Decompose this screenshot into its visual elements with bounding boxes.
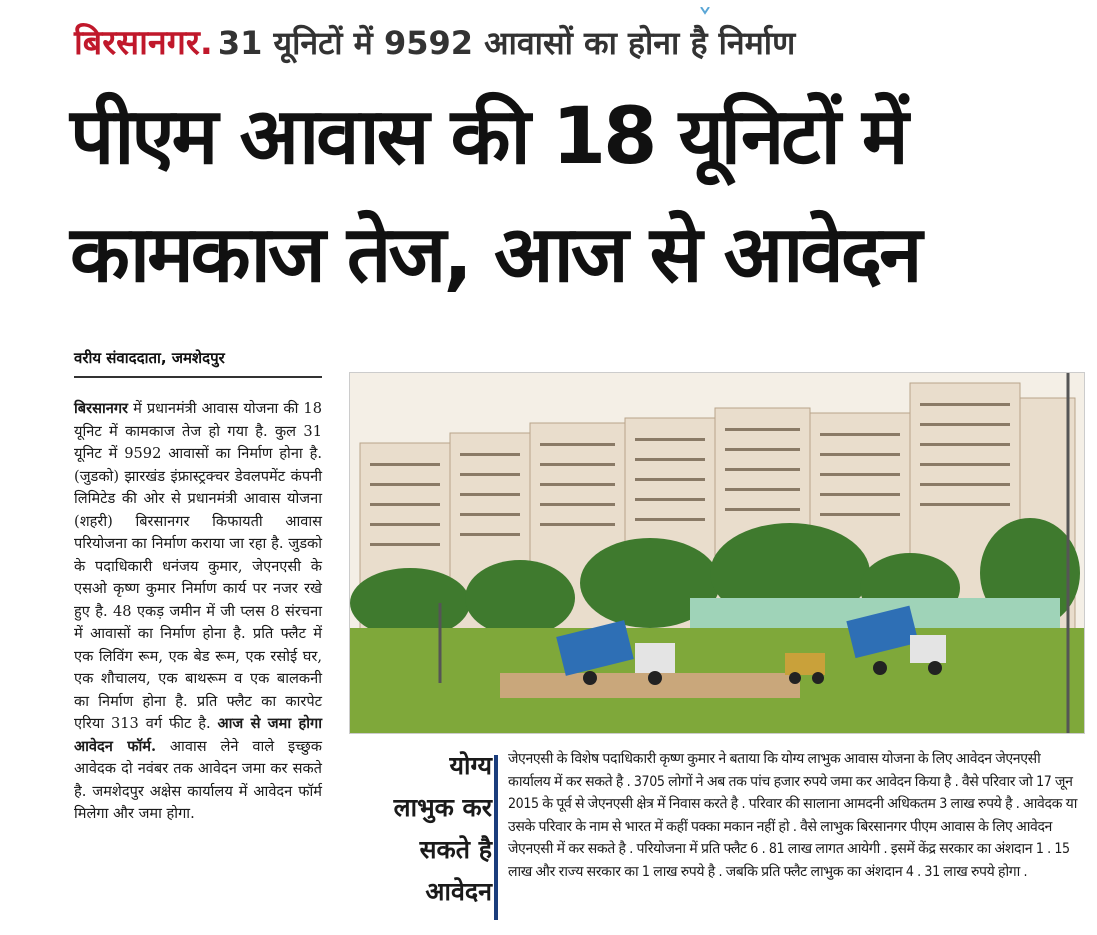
callout-line-3: सकते है: [419, 835, 492, 864]
construction-site-photo: [349, 372, 1085, 734]
info-caption: जेएनएसी के विशेष पदाधिकारी कृष्ण कुमार ने बताया कि योग्य लाभुक आवास योजना के लिए आवेदन जेएनएसी कार्यालय में कर सकते है . 3705 लोगों ने अब तक पांच हजार रुपये जमा कर आवेदन किया है . वैसे परिवार जो 17 जून 2015 के पूर्व से जेएनएसी क्षेत्र में निवास करते है . परिवार की सालाना आमदनी अधिकतम 3 लाख रुपये है . आवेदक या उसके परिवार के नाम से भारत में कहीं पक्का मकान नहीं हो . वैसे लाभुक बिरसानगर पीएम आवास के लिए आवेदन जेएनएसी में कर सकते है . परियोजना में प्रति फ्लैट 6 . 81 लाख लागत आयेगी . इसमें केंद्र सरकार का अंशदान 1 . 15 लाख और राज्य सरकार का 1 लाख रुपये है . जबकि प्रति फ्लैट लाभुक का अंशदान 4 . 31 लाख रुपये होगा .: [508, 751, 1078, 880]
callout-line-1: योग्य: [449, 751, 492, 780]
callout-line-2: लाभुक कर: [393, 793, 492, 822]
body-bold-note: आज से जमा होगा आवेदन फॉर्म.: [74, 715, 323, 755]
kicker: बिरसानगर.: [74, 23, 213, 63]
byline-divider: [74, 376, 322, 378]
callout-box: [340, 745, 492, 925]
photo-illustration: [350, 373, 1085, 734]
subhead: 31 यूनिटों में 9592 आवासों का होना है निर्माण: [217, 24, 796, 62]
byline: वरीय संवाददाता, जमशेदपुर: [74, 349, 225, 367]
callout-accent-rule: [494, 755, 498, 920]
body-tail: आवास लेने वाले इच्छुक आवेदक दो नवंबर तक आवेदन जमा कर सकते है. जमशेदपुर अक्षेस कार्यालय में आवेदन फॉर्म मिलेगा और जमा होगा.: [74, 737, 322, 822]
clipping-edge-mark: [700, 0, 710, 8]
headline-line-1: पीएम आवास की 18 यूनिटों में: [70, 92, 906, 182]
callout-line-4: आवेदन: [425, 877, 492, 906]
kicker-row: [74, 18, 1074, 74]
headline: [70, 78, 1090, 314]
body-lead: बिरसानगर: [74, 400, 129, 417]
article-body: [74, 398, 322, 826]
headline-line-2: कामकाज तेज, आज से आवेदन: [70, 210, 920, 300]
body-text: में प्रधानमंत्री आवास योजना की 18 यूनिट में कामकाज तेज हो गया है. कुल 31 यूनिट में 9592 आवासों का निर्माण होना है. (जुडको) झारखंड इंफ्रास्ट्रक्चर डेवलपमेंट कंपनी लिमिटेड की ओर से प्रधानमंत्री आवास योजना (शहरी) बिरसानगर किफायती आवास परियोजना का निर्माण कराया जा रहा है. जुडको के पदाधिकारी धनंजय कुमार, जेएनएसी के एसओ कृष्ण कुमार निर्माण कार्य पर नजर रखे हुए है. 48 एकड़ जमीन में जी प्लस 8 संरचना में आवासों का निर्माण होना है. प्रति फ्लैट में एक लिविंग रूम, एक बेड रूम, एक रसोई घर, एक शौचालय, एक बाथरूम व एक बालकनी का निर्माण होना है. प्रति फ्लैट का कारपेट एरिया 313 वर्ग फीट है.: [74, 400, 322, 732]
